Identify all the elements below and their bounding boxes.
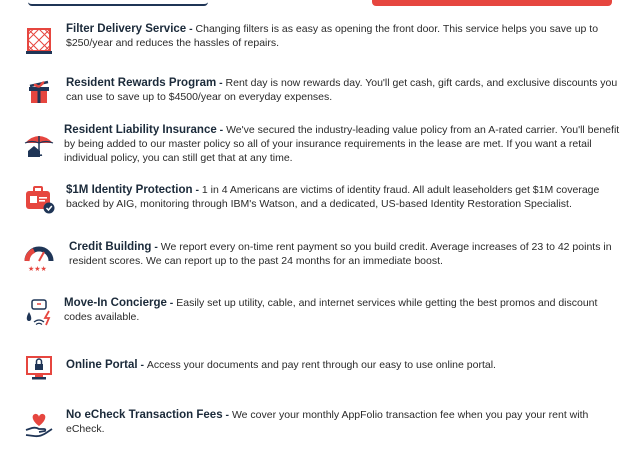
title-separator: -: [166, 297, 177, 309]
monitor-lock-icon: [22, 352, 56, 382]
service-description: Rent day is now rewards day. You'll get cash, gift cards, and exclusive discounts you can use to save up to $4500/year on everyday expenses.: [66, 77, 618, 103]
title-separator: -: [186, 23, 196, 35]
svg-text:★★★: ★★★: [28, 265, 47, 273]
filter-grid-icon: [22, 26, 56, 56]
header-underline: [28, 0, 208, 6]
service-description: Access your documents and pay rent through our easy to use online portal.: [146, 359, 496, 371]
heart-hand-icon: [22, 410, 56, 440]
gift-icon: [22, 78, 56, 108]
service-title: Move-In Concierge: [64, 297, 167, 309]
service-description: We cover your monthly AppFolio transaction fee when you pay your rent with eCheck.: [66, 409, 589, 435]
title-separator: -: [151, 241, 161, 253]
service-description: We've secured the industry-leading value policy from an A-rated carrier. You'll benefit by being added to our master policy so all of your insurance requirements in the lease are met. If you want a retail individual policy, you can still get that at any time.: [64, 124, 620, 164]
utilities-icon: [22, 298, 56, 328]
service-title: Resident Rewards Program: [66, 77, 217, 89]
title-separator: -: [216, 77, 226, 89]
header-strip: [0, 0, 640, 8]
title-separator: -: [216, 124, 227, 136]
header-accent-bar: [372, 0, 612, 6]
id-badge-icon: [22, 185, 56, 215]
service-title: $1M Identity Protection: [66, 184, 193, 196]
title-separator: -: [222, 409, 232, 421]
service-title: Credit Building: [69, 241, 152, 253]
service-title: No eCheck Transaction Fees: [66, 409, 223, 421]
service-description: We report every on-time rent payment so you build credit. Average increases of 23 to 42 points in resident scores. We can report up to the past 24 months for an immediate boost.: [69, 241, 612, 267]
title-separator: -: [137, 359, 147, 371]
service-description: 1 in 4 Americans are victims of identity fraud. All adult leaseholders get $1M coverage backed by AIG, monitoring through IBM's Watson, and a dedicated, US-based Identity Restoration Specialist.: [66, 184, 600, 210]
title-separator: -: [192, 184, 202, 196]
service-title: Online Portal: [66, 359, 138, 371]
service-description: Easily set up utility, cable, and internet services while getting the best promos and discount codes available.: [64, 297, 598, 323]
service-title: Filter Delivery Service: [66, 23, 187, 35]
umbrella-house-icon: [22, 129, 56, 159]
credit-gauge-icon: [22, 243, 56, 273]
service-description: Changing filters is as easy as opening the front door. This service helps you save up to $250/year and reduces the hassles of repairs.: [66, 23, 599, 49]
service-title: Resident Liability Insurance: [64, 124, 217, 136]
